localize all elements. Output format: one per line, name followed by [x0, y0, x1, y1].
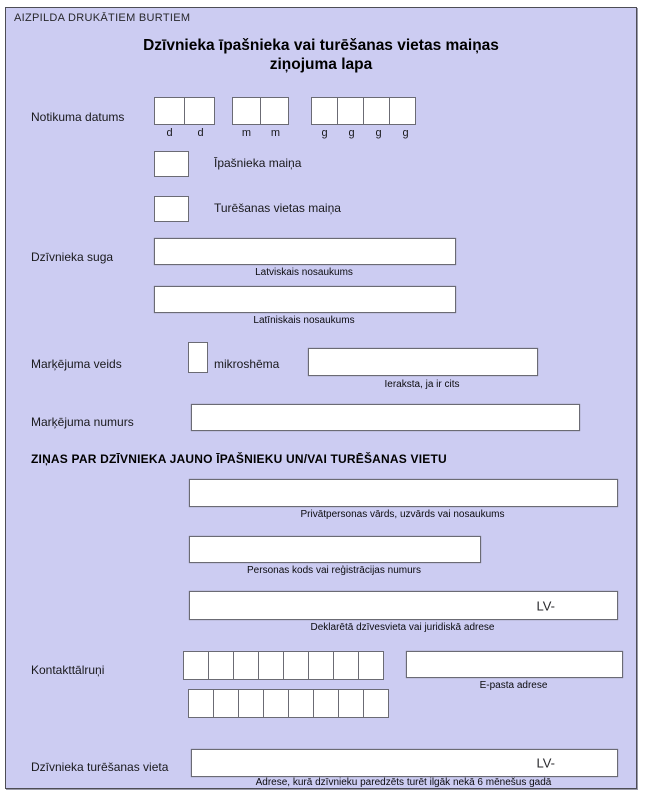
event-date-year-cells[interactable] [311, 97, 416, 125]
personal-code-caption: Personas kods vai reģistrācijas numurs [247, 565, 421, 576]
day-cell-labels [154, 127, 216, 139]
species-label: Dzīvnieka suga [31, 250, 114, 264]
microchip-label: mikroshēma [214, 357, 280, 371]
keeping-place-caption: Adrese, kurā dzīvnieku paredzēts turēt ilgāk nekā 6 mēnešus gadā [255, 777, 552, 788]
species-latvian-caption: Latviskais nosaukums [255, 267, 353, 278]
month-digit-cell[interactable] [233, 98, 261, 124]
event-date-label: Notikuma datums [31, 110, 125, 124]
phone-digit-cell[interactable] [359, 652, 383, 679]
form-title-line2: ziņojuma lapa [269, 56, 373, 73]
marking-other-caption: Ieraksta, ja ir cits [384, 379, 460, 390]
month-digit-cell[interactable] [261, 98, 288, 124]
keeping-place-address-field[interactable] [191, 749, 618, 777]
declared-address-caption: Deklarētā dzīvesvieta vai juridiskā adrese [310, 622, 495, 633]
keeping-place-label: Dzīvnieka turēšanas vieta [31, 760, 169, 774]
year-digit-cell[interactable] [338, 98, 364, 124]
postal-code-prefix: LV- [536, 598, 555, 613]
phone-digit-cell[interactable] [289, 690, 314, 717]
marking-other-field[interactable] [308, 348, 538, 376]
phone-digit-cell[interactable] [234, 652, 259, 679]
phone-digit-cell[interactable] [209, 652, 234, 679]
year-digit-cell[interactable] [312, 98, 338, 124]
owner-name-field[interactable] [189, 479, 618, 507]
owner-change-label: Īpašnieka maiņa [214, 156, 302, 170]
phone-digit-cell[interactable] [364, 690, 388, 717]
form-page [5, 7, 637, 789]
contact-phones-label: Kontakttālruņi [31, 663, 105, 677]
email-field[interactable] [406, 651, 623, 678]
month-cell-labels [232, 127, 290, 139]
day-label: d [197, 127, 204, 139]
year-label: g [375, 127, 382, 139]
month-label: m [241, 127, 252, 139]
postal-code-prefix: LV- [536, 755, 555, 771]
phone-digit-cell[interactable] [339, 690, 364, 717]
phone-digit-cell[interactable] [239, 690, 264, 717]
day-digit-cell[interactable] [155, 98, 185, 124]
declared-address-field[interactable] [189, 591, 618, 620]
event-date-day-cells[interactable] [154, 97, 215, 125]
phone-digit-cell[interactable] [214, 690, 239, 717]
fill-in-capitals-note: AIZPILDA DRUKĀTIEM BURTIEM [14, 12, 191, 24]
phone-digit-cell[interactable] [334, 652, 359, 679]
species-latvian-field[interactable] [154, 238, 456, 265]
phone-digit-cell[interactable] [284, 652, 309, 679]
year-digit-cell[interactable] [390, 98, 415, 124]
form-title-line1: Dzīvnieka īpašnieka vai turēšanas vietas maiņas [143, 37, 499, 54]
year-label: g [348, 127, 355, 139]
species-latin-field[interactable] [154, 286, 456, 313]
email-caption: E-pasta adrese [479, 680, 548, 691]
phone-digit-cell[interactable] [264, 690, 289, 717]
year-digit-cell[interactable] [364, 98, 390, 124]
event-date-month-cells[interactable] [232, 97, 289, 125]
marking-type-label: Marķējuma veids [31, 357, 122, 371]
owner-name-caption: Privātpersonas vārds, uzvārds vai nosaukums [300, 509, 505, 520]
day-label: d [166, 127, 173, 139]
microchip-checkbox[interactable] [188, 342, 208, 373]
keeping-place-change-checkbox[interactable] [154, 196, 189, 222]
species-latin-caption: Latīniskais nosaukums [253, 315, 355, 326]
owner-change-checkbox[interactable] [154, 151, 189, 177]
phone-row2-cells[interactable] [188, 689, 389, 718]
new-owner-section-header: ZIŅAS PAR DZĪVNIEKA JAUNO ĪPAŠNIEKU UN/VAI TURĒŠANAS VIETU [31, 452, 447, 466]
year-label: g [321, 127, 328, 139]
form-title [6, 36, 636, 74]
phone-digit-cell[interactable] [189, 690, 214, 717]
phone-digit-cell[interactable] [184, 652, 209, 679]
personal-code-field[interactable] [189, 536, 481, 563]
keeping-place-change-label: Turēšanas vietas maiņa [214, 201, 341, 215]
phone-digit-cell[interactable] [259, 652, 284, 679]
marking-number-label: Marķējuma numurs [31, 415, 134, 429]
marking-number-field[interactable] [191, 404, 580, 431]
year-label: g [402, 127, 409, 139]
day-digit-cell[interactable] [185, 98, 214, 124]
year-cell-labels [311, 127, 419, 139]
phone-row1-cells[interactable] [183, 651, 384, 680]
month-label: m [270, 127, 281, 139]
phone-digit-cell[interactable] [314, 690, 339, 717]
phone-digit-cell[interactable] [309, 652, 334, 679]
